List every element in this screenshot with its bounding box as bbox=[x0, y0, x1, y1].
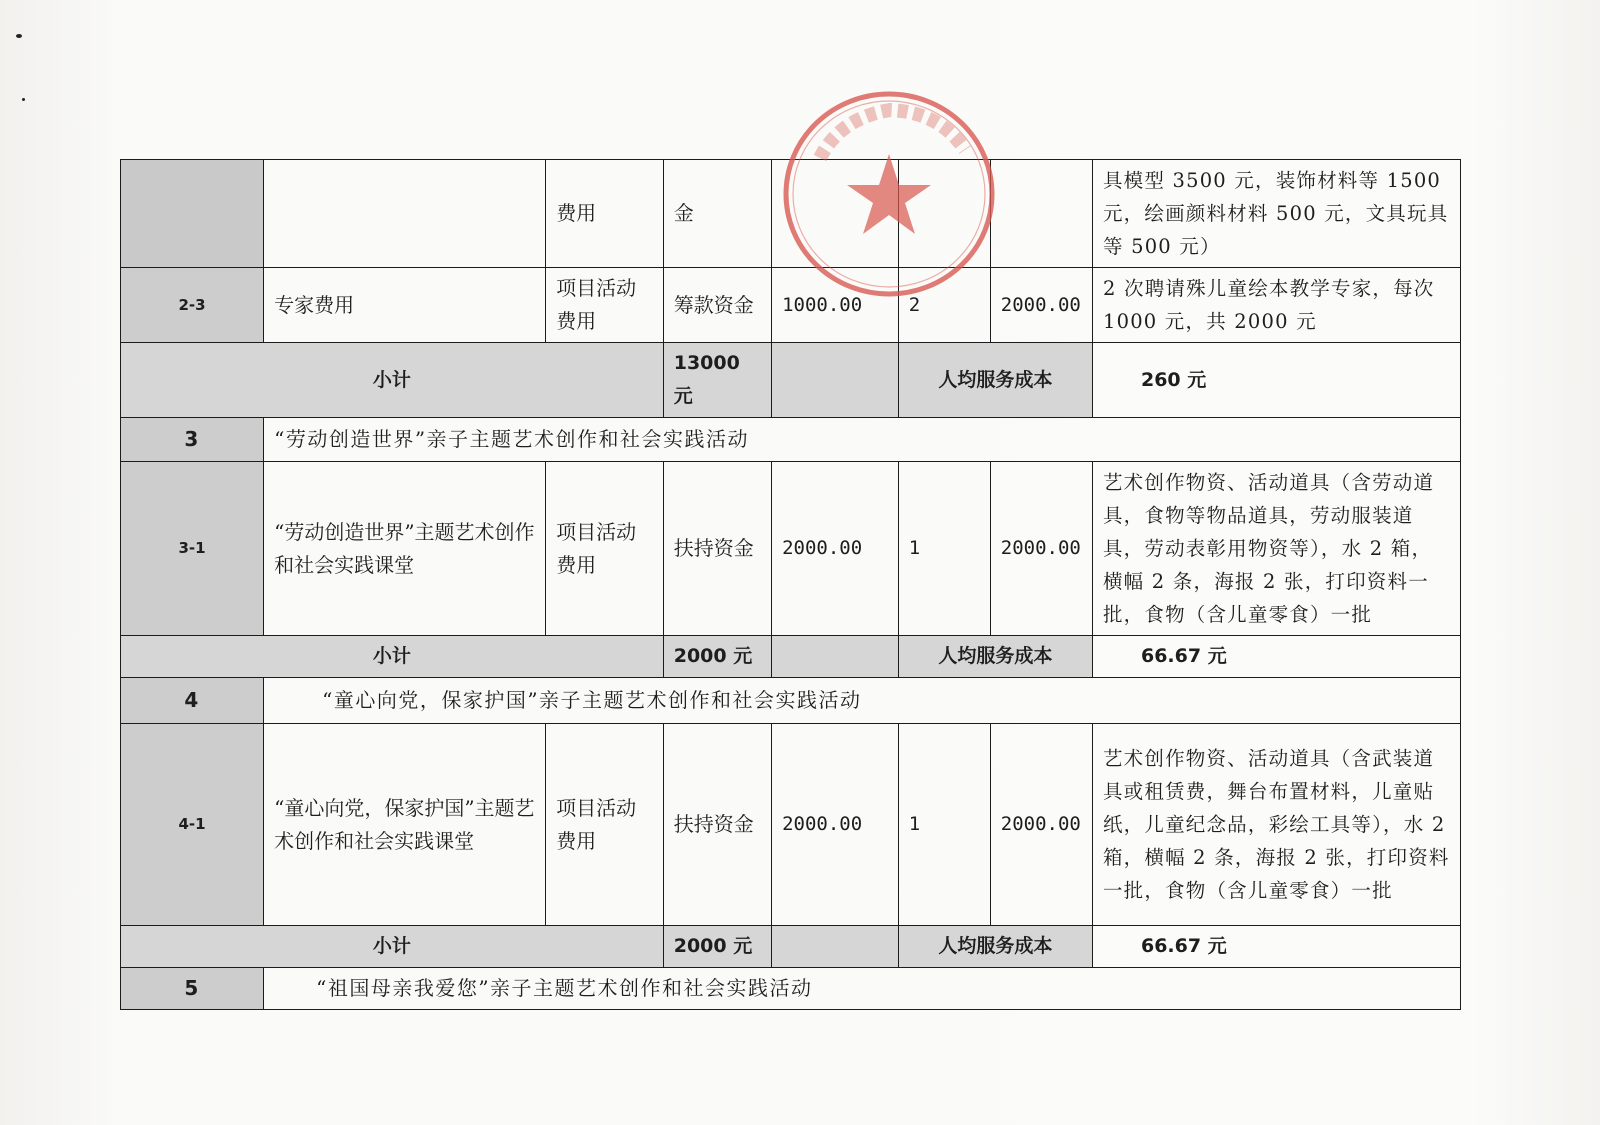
cell-name: 专家费用 bbox=[264, 268, 546, 343]
cell-price: 1000.00 bbox=[772, 268, 899, 343]
subtotal-blank bbox=[772, 343, 899, 418]
subtotal-amount: 2000 元 bbox=[663, 636, 771, 678]
table-row bbox=[121, 160, 1461, 268]
subtotal-row bbox=[121, 636, 1461, 678]
cell-type: 项目活动费用 bbox=[546, 724, 664, 926]
subtotal-blank bbox=[772, 636, 899, 678]
scan-speck bbox=[22, 98, 25, 101]
table-row bbox=[121, 724, 1461, 926]
cell-total: 2000.00 bbox=[990, 462, 1092, 636]
cell-total: 2000.00 bbox=[990, 268, 1092, 343]
per-capita-cost: 260 元 bbox=[1092, 343, 1460, 418]
per-capita-cost: 66.67 元 bbox=[1092, 926, 1460, 968]
section-title: “祖国母亲我爱您”亲子主题艺术创作和社会实践活动 bbox=[264, 968, 1461, 1010]
cell-total: 2000.00 bbox=[990, 724, 1092, 926]
subtotal-row bbox=[121, 926, 1461, 968]
subtotal-label: 小计 bbox=[121, 636, 664, 678]
table-row bbox=[121, 462, 1461, 636]
subtotal-row bbox=[121, 343, 1461, 418]
subtotal-label: 小计 bbox=[121, 926, 664, 968]
cell-name: “童心向党，保家护国”主题艺术创作和社会实践课堂 bbox=[264, 724, 546, 926]
subtotal-blank bbox=[772, 926, 899, 968]
cell-no: 4-1 bbox=[121, 724, 264, 926]
cell-price: 2000.00 bbox=[772, 462, 899, 636]
section-title: “劳动创造世界”亲子主题艺术创作和社会实践活动 bbox=[264, 418, 1461, 462]
cell-price bbox=[772, 160, 899, 268]
section-no: 5 bbox=[121, 968, 264, 1010]
cell-price: 2000.00 bbox=[772, 724, 899, 926]
per-capita-label: 人均服务成本 bbox=[898, 636, 1092, 678]
per-capita-label: 人均服务成本 bbox=[898, 926, 1092, 968]
cell-qty: 1 bbox=[898, 462, 990, 636]
cell-name bbox=[264, 160, 546, 268]
cell-no bbox=[121, 160, 264, 268]
subtotal-amount: 2000 元 bbox=[663, 926, 771, 968]
subtotal-label: 小计 bbox=[121, 343, 664, 418]
per-capita-label: 人均服务成本 bbox=[898, 343, 1092, 418]
section-title: “童心向党，保家护国”亲子主题艺术创作和社会实践活动 bbox=[264, 678, 1461, 724]
cell-desc: 具模型 3500 元，装饰材料等 1500 元，绘画颜料材料 500 元，文具玩具等 500 元） bbox=[1092, 160, 1460, 268]
section-row bbox=[121, 968, 1461, 1010]
subtotal-amount: 13000 元 bbox=[663, 343, 771, 418]
cell-qty: 2 bbox=[898, 268, 990, 343]
section-no: 4 bbox=[121, 678, 264, 724]
cell-type: 费用 bbox=[546, 160, 664, 268]
section-row bbox=[121, 418, 1461, 462]
cell-type: 项目活动费用 bbox=[546, 462, 664, 636]
cell-type: 项目活动费用 bbox=[546, 268, 664, 343]
cell-no: 3-1 bbox=[121, 462, 264, 636]
cell-source: 扶持资金 bbox=[663, 462, 771, 636]
section-row bbox=[121, 678, 1461, 724]
budget-table bbox=[120, 159, 1461, 1010]
cell-source: 扶持资金 bbox=[663, 724, 771, 926]
cell-desc: 艺术创作物资、活动道具（含武装道具或租赁费，舞台布置材料，儿童贴纸，儿童纪念品，彩绘工具等），水 2 箱，横幅 2 条，海报 2 张，打印资料一批，食物（含儿童零食）一批 bbox=[1092, 724, 1460, 926]
scan-speck bbox=[16, 34, 22, 38]
cell-total bbox=[990, 160, 1092, 268]
cell-name: “劳动创造世界”主题艺术创作和社会实践课堂 bbox=[264, 462, 546, 636]
cell-no: 2-3 bbox=[121, 268, 264, 343]
cell-qty: 1 bbox=[898, 724, 990, 926]
per-capita-cost: 66.67 元 bbox=[1092, 636, 1460, 678]
table-row bbox=[121, 268, 1461, 343]
cell-desc: 2 次聘请殊儿童绘本教学专家，每次 1000 元，共 2000 元 bbox=[1092, 268, 1460, 343]
cell-source: 筹款资金 bbox=[663, 268, 771, 343]
cell-desc: 艺术创作物资、活动道具（含劳动道具，食物等物品道具，劳动服装道具，劳动表彰用物资等），水 2 箱，横幅 2 条，海报 2 张，打印资料一批，食物（含儿童零食）一批 bbox=[1092, 462, 1460, 636]
section-no: 3 bbox=[121, 418, 264, 462]
cell-source: 金 bbox=[663, 160, 771, 268]
cell-qty bbox=[898, 160, 990, 268]
